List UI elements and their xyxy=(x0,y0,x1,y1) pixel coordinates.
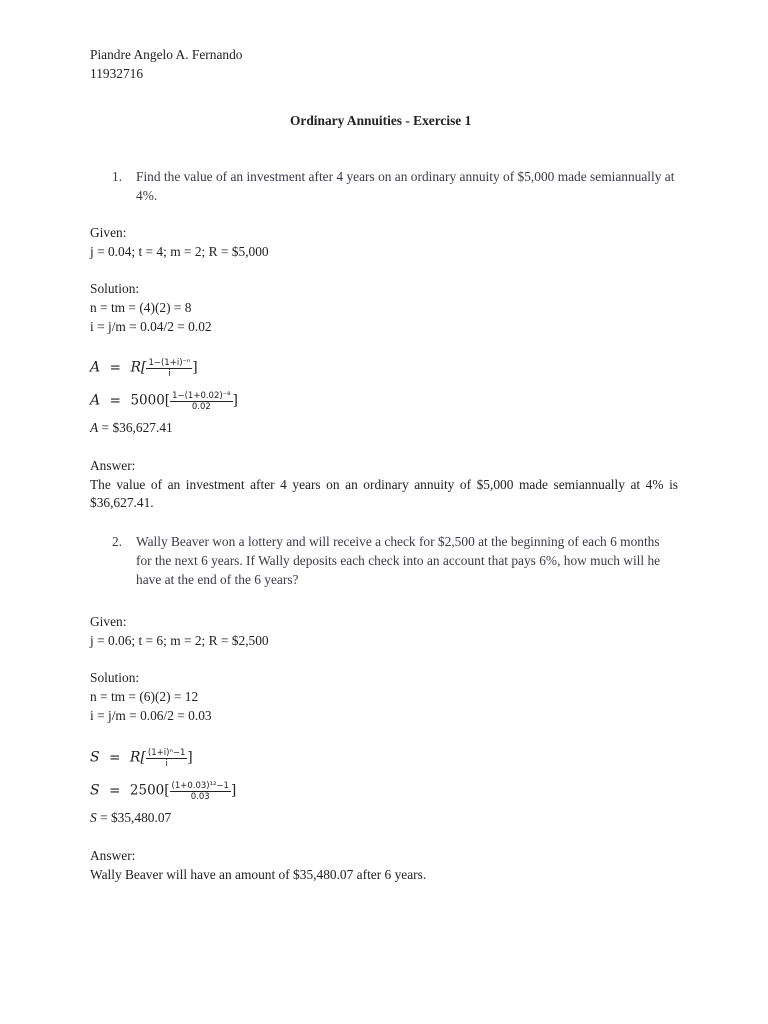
problem-2-formula xyxy=(90,748,193,769)
page-title: Ordinary Annuities - Exercise 1 xyxy=(290,113,472,128)
formula-coefficient: 2500[ xyxy=(129,782,170,799)
problem-1-substitution xyxy=(90,391,238,412)
result-lhs: A xyxy=(90,420,99,435)
problem-1-result xyxy=(90,419,173,437)
formula-close-bracket: ] xyxy=(187,749,193,766)
formula-coefficient: 5000[ xyxy=(130,392,171,409)
problem-1-solution-label: Solution: xyxy=(90,281,140,296)
result-value: = $35,480.07 xyxy=(100,810,172,825)
formula-fraction xyxy=(170,391,233,412)
formula-denominator: i xyxy=(165,759,168,769)
formula-numerator: 1−(1+i)⁻ⁿ xyxy=(148,358,191,368)
problem-1-given: j = 0.04; t = 4; m = 2; R = $5,000 xyxy=(90,244,269,259)
formula-equals: = xyxy=(109,392,121,409)
formula-lhs: S xyxy=(90,782,100,799)
formula-fraction xyxy=(146,358,192,379)
problem-2-answer-label: Answer: xyxy=(90,848,136,863)
problem-1-solution-line: i = j/m = 0.04/2 = 0.02 xyxy=(90,319,212,334)
formula-fraction xyxy=(146,748,187,769)
problem-2-given: j = 0.06; t = 6; m = 2; R = $2,500 xyxy=(90,633,269,648)
formula-numerator: (1+0.03)¹²−1 xyxy=(171,781,229,791)
problem-2-number: 2. xyxy=(112,534,123,549)
formula-denominator: 0.02 xyxy=(191,402,211,412)
problem-1-number: 1. xyxy=(112,169,123,184)
formula-fraction xyxy=(170,781,231,802)
author-name: Piandre Angelo A. Fernando xyxy=(90,47,243,62)
formula-denominator: 0.03 xyxy=(190,792,210,802)
result-value: = $36,627.41 xyxy=(101,420,173,435)
formula-coefficient: R[ xyxy=(129,749,146,766)
problem-1-formula xyxy=(90,358,198,379)
problem-1-question: Find the value of an investment after 4 years on an ordinary annuity of $5,000 made semiannually at 4%. xyxy=(136,169,675,203)
problem-2-given-label: Given: xyxy=(90,614,127,629)
result-lhs: S xyxy=(90,810,97,825)
formula-lhs: A xyxy=(90,359,101,376)
formula-close-bracket: ] xyxy=(192,359,198,376)
problem-2-solution-line: i = j/m = 0.06/2 = 0.03 xyxy=(90,708,212,723)
formula-equals: = xyxy=(109,749,121,766)
problem-1-answer-label: Answer: xyxy=(90,458,136,473)
formula-equals: = xyxy=(109,782,121,799)
problem-1-given-label: Given: xyxy=(90,225,127,240)
problem-1-answer: The value of an investment after 4 years on an ordinary annuity of $5,000 made semiannually at 4% is $36,627.41. xyxy=(90,477,678,510)
formula-close-bracket: ] xyxy=(230,782,237,799)
problem-1-solution-line: n = tm = (4)(2) = 8 xyxy=(90,300,192,315)
formula-lhs: S xyxy=(90,749,100,766)
formula-lhs: A xyxy=(90,392,101,409)
formula-close-bracket: ] xyxy=(232,392,238,409)
formula-numerator: (1+i)ⁿ−1 xyxy=(147,748,186,758)
formula-coefficient: R[ xyxy=(130,359,147,376)
problem-2-answer: Wally Beaver will have an amount of $35,480.07 after 6 years. xyxy=(90,867,427,882)
problem-2-substitution xyxy=(90,781,236,802)
problem-2-solution-label: Solution: xyxy=(90,670,140,685)
formula-numerator: 1−(1+0.02)⁻⁸ xyxy=(172,391,231,401)
formula-denominator: i xyxy=(168,369,171,379)
problem-2-result xyxy=(90,809,171,827)
student-id: 11932716 xyxy=(90,66,144,81)
problem-2-question: Wally Beaver won a lottery and will receive a check for $2,500 at the beginning of each 6 months for the next 6 years. If Wally deposits each check into an account that pays 6%, how much will he have at the end of the 6 years? xyxy=(136,534,661,587)
problem-2-solution-line: n = tm = (6)(2) = 12 xyxy=(90,689,199,704)
formula-equals: = xyxy=(109,359,121,376)
